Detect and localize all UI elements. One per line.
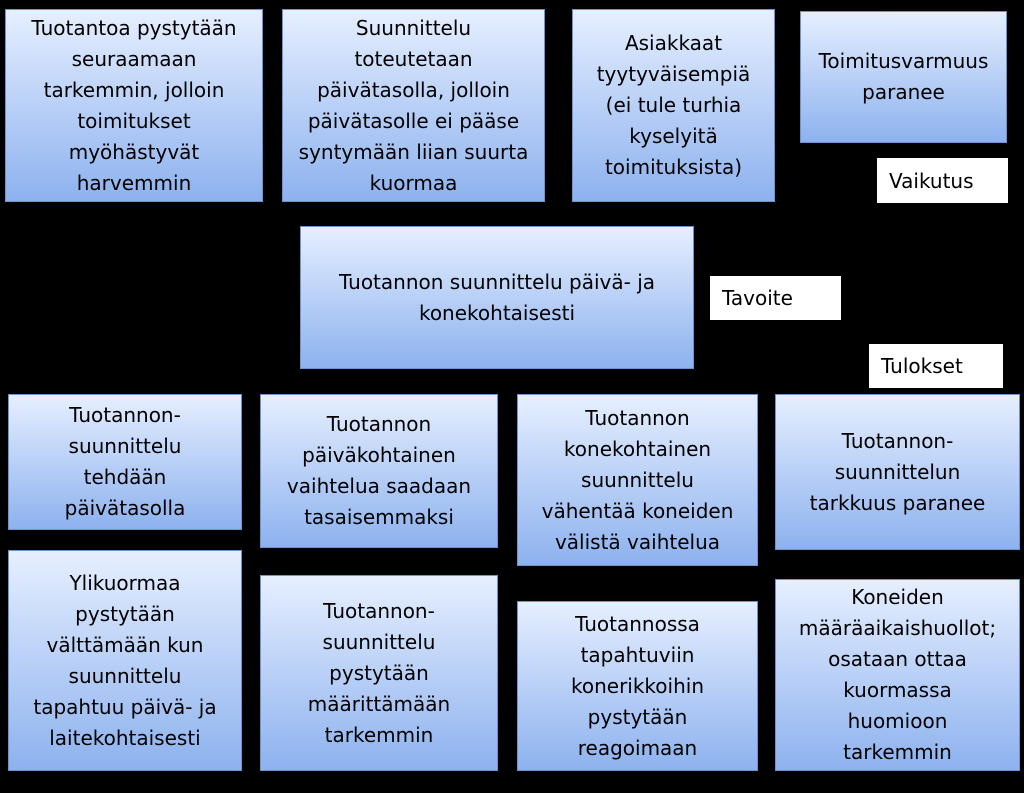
impact-box-1: Tuotantoa pystytään seuraamaan tarkemmin, jolloin toimitukset myöhästyvät harvemmin — [5, 9, 263, 202]
result-box-5: Ylikuormaa pystytään välttämään kun suunnittelu tapahtuu päivä- ja laitekohtaisesti — [8, 550, 242, 771]
impact-label: Vaikutus — [877, 158, 1008, 203]
results-label: Tulokset — [869, 344, 1003, 388]
impact-box-4: Toimitusvarmuus paranee — [800, 11, 1007, 143]
result-box-2: Tuotannon päiväkohtainen vaihtelua saadaan tasaisemmaksi — [260, 394, 498, 548]
goal-box: Tuotannon suunnittelu päivä- ja konekohtaisesti — [300, 226, 694, 369]
impact-box-2: Suunnittelu toteutetaan päivätasolla, jolloin päivätasolle ei pääse syntymään liian suurta kuormaa — [282, 9, 545, 202]
result-box-4: Tuotannon- suunnittelun tarkkuus paranee — [775, 394, 1020, 550]
result-box-1: Tuotannon- suunnittelu tehdään päivätasolla — [8, 394, 242, 530]
result-box-7: Tuotannossa tapahtuviin konerikkoihin pystytään reagoimaan — [517, 601, 758, 771]
result-box-6: Tuotannon- suunnittelu pystytään määrittämään tarkemmin — [260, 575, 498, 771]
result-box-3: Tuotannon konekohtainen suunnittelu vähentää koneiden välistä vaihtelua — [517, 394, 758, 566]
goal-label: Tavoite — [710, 276, 841, 320]
impact-box-3: Asiakkaat tyytyväisempiä (ei tule turhia kyselyitä toimituksista) — [572, 9, 775, 202]
result-box-8: Koneiden määräaikaishuollot; osataan ottaa kuormassa huomioon tarkemmin — [775, 579, 1020, 771]
